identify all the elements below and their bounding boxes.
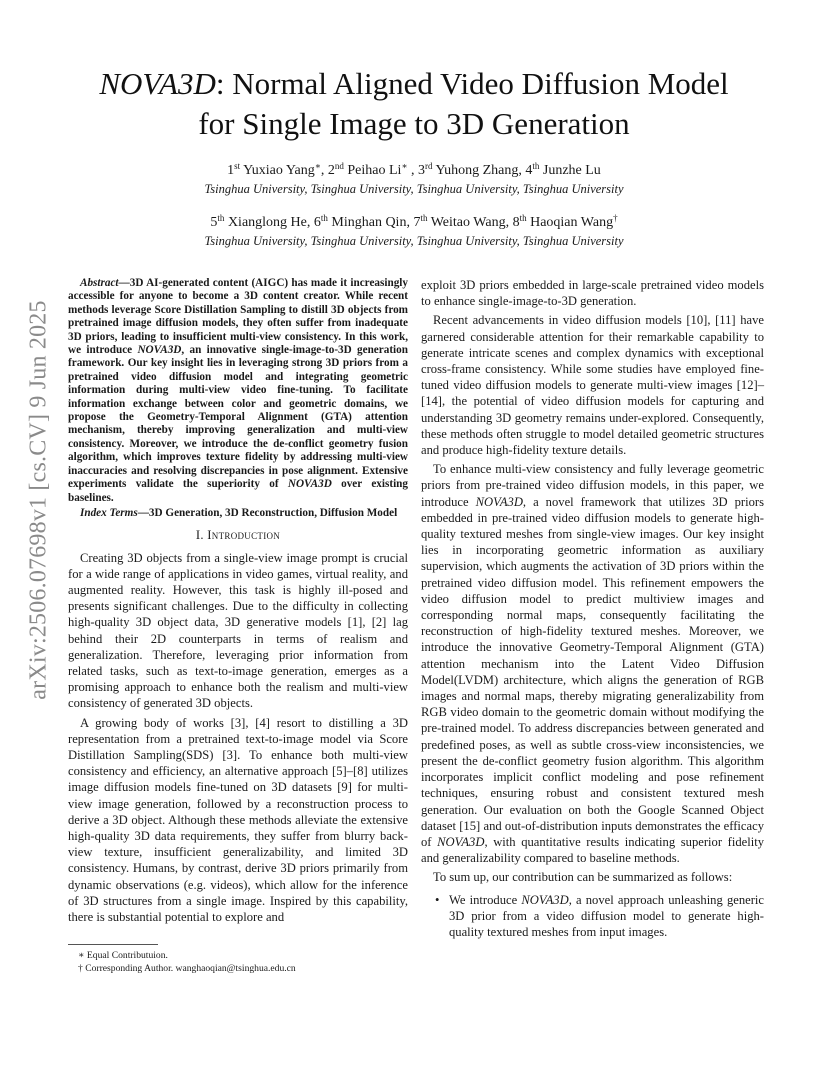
- footnote-equal-contribution: ∗ Equal Contributuion.: [78, 950, 168, 961]
- author: 4th Junzhe Lu: [525, 161, 601, 178]
- title-line-1: [0, 64, 828, 104]
- author: 8th Haoqian Wang†: [512, 213, 618, 230]
- author: 2nd Peihao Li∗ ,: [327, 161, 419, 178]
- intro-paragraph-3: Recent advancements in video diffusion models [10], [11] have garnered considerable attention for their remarkable capability to generate intricate scenes and complex dynamics with exceptional cross-frame consistency. While some studies have employed fine-tuned video diffusion models to generate multi-view images [12]–[14], the potential of video diffusion models for capturing and understanding 3D geometry remains under-explored. Consequently, these methods often struggle to model detailed geometric structures and produce high-fidelity texture details.: [421, 313, 764, 458]
- contribution-bullet: • We introduce NOVA3D, a novel approach unleashing generic 3D prior from a video diffusion model to generate high-quality textured meshes from input images.: [435, 892, 764, 939]
- contribution-intro: To sum up, our contribution can be summarized as follows:: [433, 870, 733, 885]
- left-column: [68, 277, 408, 928]
- footnote-rule: [68, 944, 158, 945]
- continued-paragraph: exploit 3D priors embedded in large-scale pretrained video models to enhance single-image-to-3D generation.: [421, 278, 764, 309]
- arxiv-identifier-stamp: [18, 300, 60, 700]
- author-block-1: [0, 162, 828, 198]
- abstract: Abstract—3D AI-generated content (AIGC) has made it increasingly accessible for anyone to become a 3D content creator. While recent methods leverage Score Distillation Sampling to distill 3D objects from pretrained image diffusion models, they often suffer from inadequate 3D priors, leading to insufficient multi-view consistency. In this work, we introduce NOVA3D, an innovative single-image-to-3D generation framework. Our key insight lies in leveraging strong 3D priors from a pretrained video diffusion model and integrating geometric information during multi-view video fine-tuning. To facilitate information exchange between color and geometric domains, we propose the Geometry-Temporal Alignment (GTA) attention mechanism, thereby improving generalization and multi-view consistency. Moreover, we introduce the de-conflict geometry fusion algorithm, which improves texture fidelity by addressing multi-view inaccuracies and resolving discrepancies in pose alignment. Extensive experiments validate the superiority of NOVA3D over existing baselines.: [68, 277, 408, 504]
- author-list-1: [0, 162, 828, 180]
- title-method-name: NOVA3D: [99, 66, 216, 101]
- abstract-label: Abstract: [80, 277, 119, 289]
- arxiv-identifier-text: arXiv:2506.07698v1 [cs.CV] 9 Jun 2025: [25, 300, 52, 700]
- affiliation-line-2: Tsinghua University, Tsinghua University, Tsinghua University, Tsinghua University: [204, 234, 624, 248]
- footnote-corresponding-author: † Corresponding Author. wanghaoqian@tsinghua.edu.cn: [78, 962, 296, 974]
- intro-paragraph-4: To enhance multi-view consistency and fully leverage geometric priors from pre-trained video diffusion models, in this paper, we introduce NOVA3D, a novel framework that utilizes 3D priors embedded in pre-trained video diffusion models to generate high-quality textured meshes from single-view images. Our key insight lies in incorporating geometric information as auxiliary supervision, which augments the activation of 3D priors within the pretrained video diffusion model. This refinement empowers the video diffusion model to predict multiview images and corresponding normal maps, consequently facilitating the reconstruction of high-fidelity textured meshes. Moreover, we introduce the innovative Geometry-Temporal Alignment (GTA) attention mechanism into the Latent Video Diffusion Model(LVDM) architecture, which aligns the generation of RGB images and normal maps, thereby migrating generalizability from RGB video domain to the geometric domain without modifying the pre-trained model. To address discrepancies between generated and predefined poses, as well as subtle cross-view inconsistencies, we present the de-conflict geometry fusion algorithm. This algorithm incorporates implicit conflict modeling and pose refinement techniques, ensuring robust and consistent textured mesh generation. Our evaluation on both the Google Scanned Object dataset [15] and out-of-distribution inputs demonstrates the efficacy of NOVA3D, with quantitative results indicating superior fidelity and generalizability compared to baseline methods.: [421, 462, 765, 866]
- author: 5th Xianglong He,: [210, 213, 314, 230]
- footnotes: [68, 950, 408, 975]
- index-terms-label: Index Terms: [80, 506, 138, 519]
- author: 3rd Yuhong Zhang,: [418, 161, 526, 178]
- index-terms: Index Terms—3D Generation, 3D Reconstruction, Diffusion Model: [80, 506, 398, 519]
- intro-paragraph-1: Creating 3D objects from a single-view image prompt is crucial for a wide range of applications in video games, virtual reality, and augmented reality. However, this task is highly ill-posed and presents significant challenges. Due to the difficulty in collecting high-quality 3D object data, 3D generative models [1], [2] lag behind their 2D counterparts in terms of realism and generalization. Therefore, leveraging prior information from related tasks, such as text-to-image generation, emerges as a promising approach to enhance both the realism and multi-view consistency of generated 3D objects.: [68, 550, 408, 711]
- title-line-1-rest: : Normal Aligned Video Diffusion Model: [215, 66, 729, 101]
- author-list-2: [0, 214, 828, 232]
- author: 7th Weitao Wang,: [413, 213, 513, 230]
- paper-title: [0, 64, 828, 144]
- right-column: [421, 277, 764, 940]
- intro-paragraph-2: A growing body of works [3], [4] resort to distilling a 3D representation from a pretrained text-to-image model via Score Distillation Sampling(SDS) [3]. To enhance both multi-view consistency and efficiency, an alternative approach [5]–[8] utilizes image diffusion models fine-tuned on 3D datasets [9] for multi-view image generation, followed by a reconstruction process to derive a 3D object. Although these methods alleviate the extensive high-quality 3D data requirements, they suffer from blurry back-view texture, insufficient generalizability, and limited 3D consistency. Humans, by contrast, derive 3D priors primarily from dynamic observations (e.g. videos), which allow for the inference of 3D structures from a single image. Inspired by this capability, there is substantial potential to explore and: [68, 715, 408, 924]
- author: 1st Yuxiao Yang∗,: [227, 161, 328, 178]
- section-heading-introduction: I. Introduction: [195, 528, 281, 543]
- author-block-2: [0, 214, 828, 250]
- affiliation-line-1: Tsinghua University, Tsinghua University, Tsinghua University, Tsinghua University: [204, 182, 624, 196]
- author: 6th Minghan Qin,: [313, 213, 414, 230]
- bullet-icon: •: [435, 892, 440, 907]
- title-line-2: for Single Image to 3D Generation: [198, 106, 630, 141]
